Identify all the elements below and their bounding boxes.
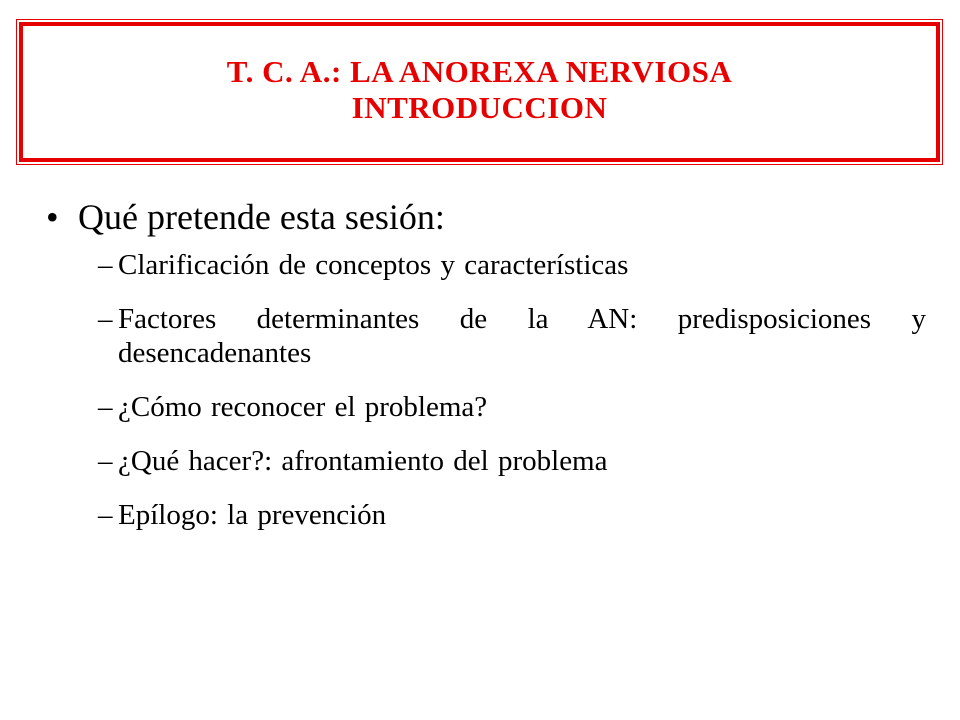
slide-title: [23, 54, 936, 126]
list-item-text: Epílogo: la prevención: [118, 499, 387, 531]
list-item: [98, 302, 926, 370]
bullet-dot-icon: •: [46, 197, 59, 237]
list-item: [98, 498, 926, 532]
list-item-text: Factores determinantes de la AN: predisposiciones y desencadenantes: [118, 303, 926, 369]
sub-bullet-list: [46, 248, 926, 532]
list-item: [98, 444, 926, 478]
list-item-text: ¿Qué hacer?: afrontamiento del problema: [118, 445, 608, 477]
dash-icon: –: [98, 499, 113, 531]
dash-icon: –: [98, 249, 113, 281]
dash-icon: –: [98, 445, 113, 477]
slide-content: [46, 190, 926, 552]
list-item-text: ¿Cómo reconocer el problema?: [118, 391, 488, 423]
main-bullet: [46, 190, 926, 244]
dash-icon: –: [98, 303, 113, 335]
list-item-text: Clarificación de conceptos y características: [118, 249, 629, 281]
title-line-2: INTRODUCCION: [351, 90, 608, 125]
title-line-1: T. C. A.: LA ANOREXA NERVIOSA: [226, 54, 733, 89]
dash-icon: –: [98, 391, 113, 423]
list-item: [98, 248, 926, 282]
list-item: [98, 390, 926, 424]
title-frame: [19, 22, 940, 162]
main-bullet-text: Qué pretende esta sesión:: [78, 197, 445, 237]
